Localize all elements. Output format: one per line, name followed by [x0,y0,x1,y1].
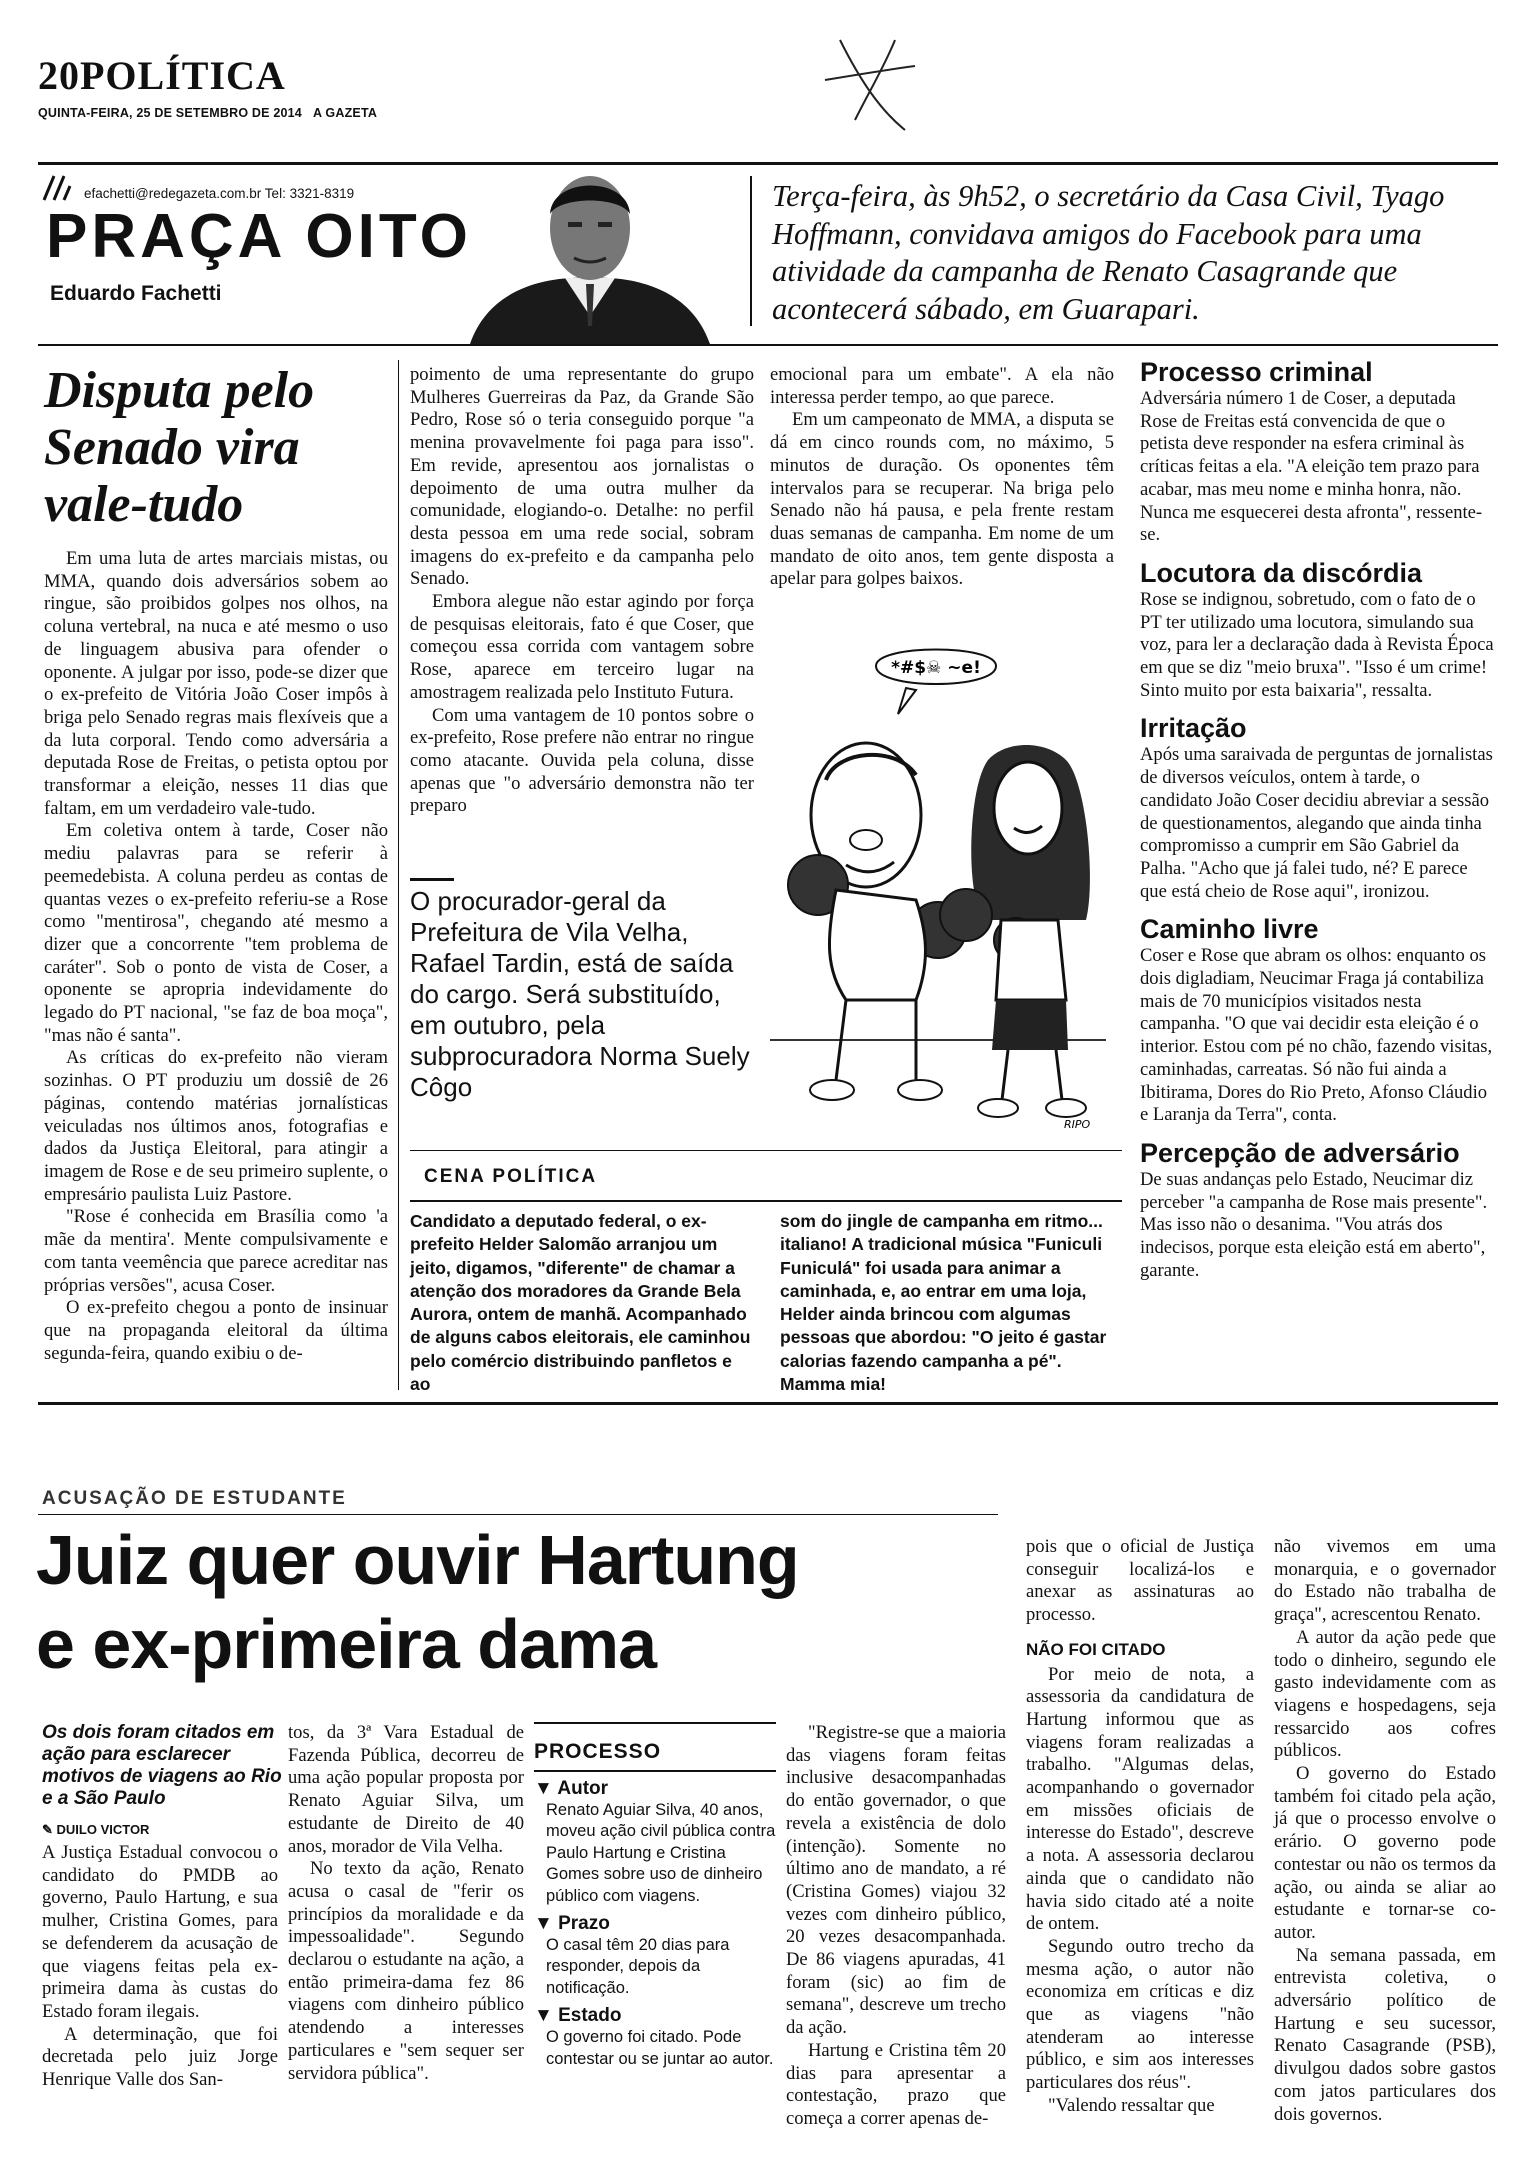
paragraph: Com uma vantagem de 10 pontos sobre o ex-prefeito, Rose prefere não entrar no ringue como atacante. Ouvida pela coluna, disse apenas que "o adversário demonstra não ter preparo [410,704,754,817]
story2-col5 [1026,1536,1254,2118]
column-rule [398,360,399,1390]
paragraph: Segundo outro trecho da mesma ação, o autor não economiza em críticas e diz que as viagens "não atenderam ao interesse público, e sim aos interesses particulares dos réus". [1026,1935,1254,2094]
note-text: Coser e Rose que abram os olhos: enquanto os dois digladiam, Neucimar Fraga já contabiliza mais de 70 municípios visitados nesta campanha. "O que vai decidir esta eleição é o interior. Estou com pé no chão, fazendo visitas, caminhadas, carreatas. Só não fui ainda a Ibitirama, Dores do Rio Preto, Afonso Cláudio e Laranja da Terra", conta. [1140,945,1493,1126]
main-story-col3 [770,364,1114,591]
date-text: QUINTA-FEIRA, 25 DE SETEMBRO DE 2014 [38,106,302,120]
sidebar-notes [1140,356,1496,1293]
paragraph: A autor da ação pede que todo o dinheiro, segundo ele gasto indevidamente com as viagens e hospedagens, seja ressarcido aos cofres públicos. [1274,1626,1496,1762]
process-item-label [534,1778,776,1800]
story2-col6 [1274,1536,1496,2126]
section-divider [38,1402,1498,1405]
paragraph: Em coletiva ontem à tarde, Coser não mediu palavras para se referir à peemedebista. A coluna perdeu as contas de quantas vezes o ex-prefeito referiu-se a Rose como "mentirosa", chegando até mesmo a dizer que a concorrente "tem problema de caráter". Sob o ponto de vista de Coser, a oponente se apropria indevidamente do legado do PT nacional, "se faz de boa moça", "mas não é santa". [44,820,388,1046]
paragraph: Hartung e Cristina têm 20 dias para apresentar a contestação, prazo que começa a correr apenas de- [786,2039,1006,2129]
cena-left-text: Candidato a deputado federal, o ex-prefeito Helder Salomão arranjou um jeito, digamos, "diferente" de chamar a atenção dos moradores da Grande Bela Aurora, ontem de manhã. Acompanhado de alguns cabos eleitorais, ele caminhou pelo comércio distribuindo panfletos e ao [410,1211,751,1395]
paragraph: "Rose é conhecida em Brasília como 'a mãe da mentira'. Mente compulsivamente e com tanta veemência que parece acreditar nas próprias versões", acusa Coser. [44,1206,388,1296]
cena-top-rule [410,1150,1122,1151]
kicker-rule [38,1514,998,1515]
speech-bubble-text: *#$☠ ~e! [891,658,981,678]
label-text: Autor [557,1778,609,1799]
header-rule [38,162,1498,165]
cartoon-signature: RIPO [1064,1118,1091,1131]
story-kicker: ACUSAÇÃO DE ESTUDANTE [42,1488,347,1509]
story2-col4 [786,1722,1006,2131]
story-headline-line1: Juiz quer ouvir Hartung [36,1521,799,1599]
story-headline-line2: e ex-primeira dama [36,1605,657,1683]
triangle-icon: ▼ [534,1778,553,1799]
page-number: 20 [38,53,80,98]
column-contact: efachetti@redegazeta.com.br Tel: 3321-8319 [84,186,355,201]
process-item-text: Renato Aguiar Silva, 40 anos, moveu ação civil pública contra Paulo Hartung e Cristina Gomes sobre uso de dinheiro público com viagens. [546,1801,776,1905]
process-item-text: O governo foi citado. Pode contestar ou se juntar ao autor. [546,2028,774,2068]
author-photo [470,166,710,344]
note-box-rule [410,878,454,881]
main-headline: Disputa pelo Senado vira vale-tudo [44,362,315,533]
story-byline [42,1822,149,1838]
cena-label: CENA POLÍTICA [424,1166,598,1187]
column-logo-icon [40,172,74,204]
paragraph: poimento de uma representante do grupo Mulheres Guerreiras da Paz, da Grande São Pedro, Rose só o teria conseguido porque "a menina provavelmente foi paga para isso". Em revide, apresentou aos jornalistas o depoimento de uma outra mulher da comunidade, elogiando-o. Detalhe: no perfil desta pessoa em uma rede social, sobram imagens do ex-prefeito e da campanha pelo Senado. [410,364,754,590]
note-title: Irritação [1140,713,1247,744]
note-text: Rose se indignou, sobretudo, com o fato de o PT ter utilizado uma locutora, simulando sua voz, para ler a declaração dada à Revista Época em que se diz "meio bruxa". "Isso é um crime! Sinto muito por esta baixaria", ressalta. [1140,588,1494,701]
label-text: Prazo [558,1913,610,1935]
process-title-rule [534,1770,776,1772]
process-item-label [534,1913,776,1935]
page-folio [38,54,286,98]
pen-icon: ✎ [42,1822,57,1837]
note-title: Locutora da discórdia [1140,557,1423,588]
paragraph: pois que o oficial de Justiça conseguir localizá-los e anexar as assinaturas ao processo. [1026,1536,1254,1626]
story-deck: Os dois foram citados em ação para esclarecer motivos de viagens ao Rio e a São Paulo [42,1722,282,1809]
process-top-rule [534,1722,776,1724]
triangle-icon: ▼ [534,1913,553,1935]
note-title: Caminho livre [1140,914,1319,945]
note-text: Adversária número 1 de Coser, a deputada Rose de Freitas está convencida de que o petista deve responder na esfera criminal às críticas feitas a ela. "A eleição tem prazo para acabar, mas meu nome e minha honra, não. Nunca me esquecerei desta afronta", ressente-se. [1140,388,1483,546]
paragraph: Embora alegue não estar agindo por força de pesquisas eleitorais, fato é que Coser, que começou essa corrida com vantagem sobre Rose, aparece em terceiro lugar na amostragem realizada pelo Instituto Futura. [410,591,754,703]
note-title: Processo criminal [1140,357,1373,387]
subhead: NÃO FOI CITADO [1026,1639,1166,1659]
paragraph: Em um campeonato de MMA, a disputa se dá em cinco rounds com, no máximo, 5 minutos de duração. Os oponentes têm intervalos para se recuperar. Na briga pelo Senado não há pausa, e pela frente restam duas semanas de campanha. Em nome de um mandato de oito anos, tem gente disposta a apelar para golpes baixos. [770,409,1114,590]
byline-name: DUILO VICTOR [56,1822,150,1837]
note-title: Percepção de adversário [1140,1137,1460,1168]
paper-name: A GAZETA [313,106,378,120]
paragraph: As críticas do ex-prefeito não vieram sozinhas. O PT produziu um dossiê de 26 páginas, contendo matérias jornalísticas veiculadas nos últimos anos, fotografias e dados da Justiça Eleitoral, para atingir a imagem de Rose e de seu primeiro suplente, o empresário paulista Luiz Pastore. [44,1047,388,1205]
cena-label-rule [410,1200,1122,1202]
story2-col2 [288,1722,524,2085]
label-text: Estado [558,2005,622,2027]
process-item-text: O casal têm 20 dias para responder, depois da notificação. [546,1936,730,1997]
column-name: PRAÇA OITO [46,202,472,271]
paragraph: não vivemos em uma monarquia, e o governador do Estado não trabalha de graça", acrescentou Renato. [1274,1536,1496,1626]
paragraph: Na semana passada, em entrevista coletiva, o adversário político de Hartung e seu sucessor, Renato Casagrande (PSB), divulgou dados sobre gastos com jatos particulares dos dois governos. [1274,1944,1496,2125]
note-text: Após uma saraivada de perguntas de jornalistas de diversos veículos, ontem à tarde, o candidato João Coser decidiu abreviar a sessão de questionamentos, alegando que ainda tinha compromisso a cumprir em São Gabriel da Palha. "Acho que já falei tudo, né? E parece que está cheio de Rose aqui", ironizou. [1140,744,1493,902]
story2-col1 [42,1842,278,2092]
paragraph: O governo do Estado também foi citado pela ação, já que o processo envolve o erário. O governo pode contestar ou não os termos da ação, ou ainda se aliar ao estudante e tornar-se co-autor. [1274,1763,1496,1943]
cena-right-text: som do jingle de campanha em ritmo... italiano! A tradicional música "Funiculi Funiculá" foi usada para animar a caminhada, e, ao entrar em uma loja, Helder ainda brincou com algumas pessoas que abordou: "O jeito é gastar calorias fazendo campanha a pé". Mamma mia! [780,1211,1107,1395]
note-text: De suas andanças pelo Estado, Neucimar diz perceber "a campanha de Rose mais presente". Mas isso não o desanima. "Vou atrás dos indecisos, porque esta eleição está em aberto", garante. [1140,1168,1488,1281]
paragraph: A determinação, que foi decretada pelo juiz Jorge Henrique Valle dos San- [42,2023,278,2091]
paragraph: "Valendo ressaltar que [1048,2094,1215,2116]
main-story-col2 [410,364,754,818]
column-author: Eduardo Fachetti [50,282,222,305]
dateline [38,106,377,120]
paragraph: No texto da ação, Renato acusa o casal de "ferir os princípios da moralidade e da impessoalidade". Segundo declarou o estudante na ação, a então primeira-dama fez 86 viagens com dinheiro público atendendo a interesses particulares e "sem sequer ser servidora pública". [288,1858,524,2084]
triangle-icon: ▼ [534,2005,553,2027]
process-item-label [534,2005,776,2027]
section-name: POLÍTICA [80,53,286,98]
paragraph: emocional para um embate". A ela não interessa perder tempo, ao que parece. [770,364,1114,408]
paragraph: tos, da 3ª Vara Estadual de Fazenda Pública, decorreu de uma ação popular proposta por Renato Aguiar Silva, um estudante de Direito de 40 anos, morador de Vila Velha. [288,1722,524,1857]
cartoon-illustration [766,640,1122,1140]
paragraph: Em uma luta de artes marciais mistas, ou MMA, quando dois adversários sobem ao ringue, são proibidos golpes nos olhos, na coluna vertebral, na nuca e até mesmo o uso de linguagem abusiva para ofender o oponente. A julgar por isso, pode-se dizer que o ex-prefeito de Vitória João Coser impôs à briga pelo Senado regras mais flexíveis que a da luta corporal. Tendo como adversária a deputada Rose de Freitas, o petista optou por transformar a eleição, nesses 11 dias que faltam, em um verdadeiro vale-tudo. [44,548,388,819]
paragraph: "Registre-se que a maioria das viagens foram feitas inclusive desacompanhadas do então governador, o que revela a existência de dolo (intenção). Somente no último ano de mandato, a ré (Cristina Gomes) viajou 32 vezes com dinheiro público, 20 vezes desacompanhada. De 86 viagens apuradas, 41 foram (sic) ao fim de semana", descreve um trecho da ação. [786,1722,1006,2039]
note-box-text: O procurador-geral da Prefeitura de Vila Velha, Rafael Tardin, está de saída do cargo. Será substituído, em outubro, pela subprocuradora Norma Suely Côgo [410,886,750,1102]
process-title: PROCESSO [534,1740,662,1763]
header-divider [750,176,752,326]
header-bottom-rule [38,344,1498,346]
main-story-col1 [44,548,388,1365]
paragraph: Por meio de nota, a assessoria da candidatura de Hartung informou que as viagens foram realizadas a trabalho. "Algumas delas, acompanhando o governador em missões oficiais de interesse do Estado", descreve a nota. A assessoria declarou ainda que o candidato não havia sido citado até a noite de ontem. [1026,1663,1254,1935]
paragraph: A Justiça Estadual convocou o candidato do PMDB ao governo, Paulo Hartung, e sua mulher, Cristina Gomes, para se defenderem da acusação de que viagens feitas pela ex-primeira dama às custas do Estado foram ilegais. [42,1842,278,2022]
paragraph: O ex-prefeito chegou a ponto de insinuar que na propaganda eleitoral da última segunda-feira, quando exibiu o de- [44,1297,388,1364]
process-box [534,1722,776,2070]
column-lead: Terça-feira, às 9h52, o secretário da Casa Civil, Tyago Hoffmann, convidava amigos do Facebook para uma atividade da campanha de Renato Casagrande que acontecerá sábado, em Guarapari. [772,179,1445,326]
handwritten-mark [815,20,925,140]
